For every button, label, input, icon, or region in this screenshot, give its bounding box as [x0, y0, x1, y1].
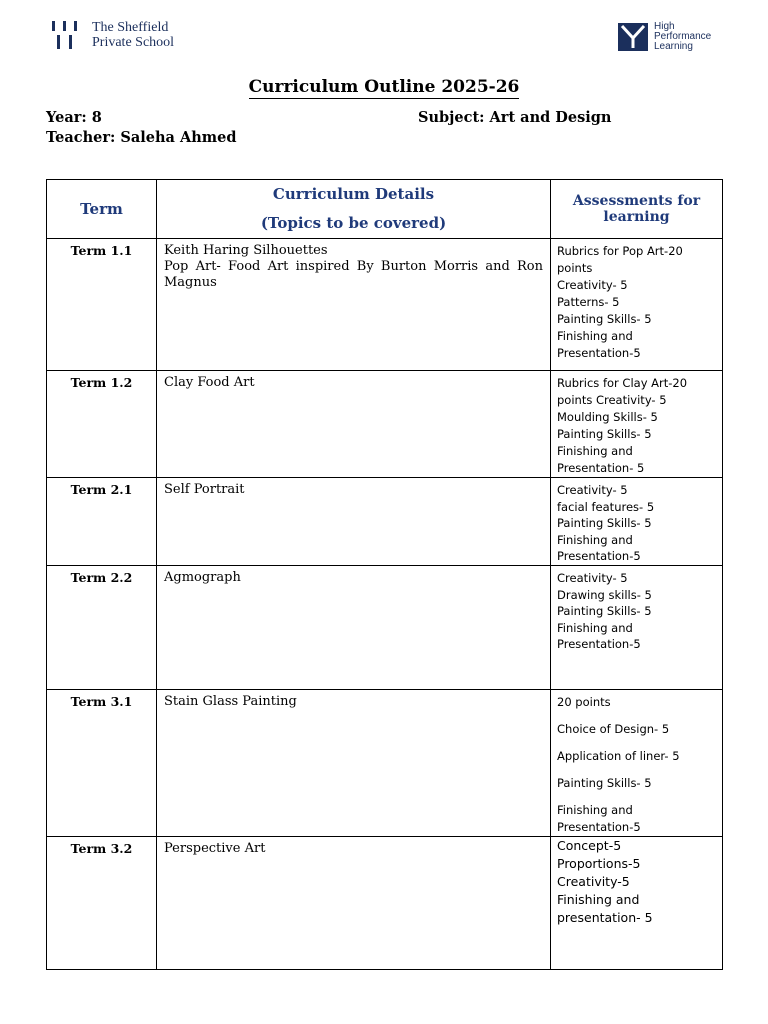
assessment-item: Drawing skills- 5	[557, 587, 652, 602]
hpl-emblem-icon	[618, 23, 648, 51]
assessment-item: Proportions-5	[557, 856, 641, 871]
term-cell: Term 3.1	[47, 690, 157, 837]
assessment-item: Presentation-5	[557, 346, 641, 360]
term-cell: Term 1.1	[47, 239, 157, 371]
hpl-line3: Learning	[654, 41, 693, 52]
assessment-item: 20 points	[557, 695, 611, 709]
topic-item: Pop Art- Food Art inspired By Burton Morris and Ron Magnus	[164, 259, 543, 290]
header-assessments	[551, 180, 723, 239]
assessment-item: points	[557, 261, 593, 275]
assessment-item: Rubrics for Clay Art-20	[557, 376, 688, 390]
assessment-item: Painting Skills- 5	[557, 776, 652, 790]
table-row	[47, 690, 723, 837]
topics-cell	[157, 837, 551, 970]
year-label: Year: 8	[46, 109, 102, 126]
term-cell: Term 2.1	[47, 478, 157, 566]
header-term: Term	[47, 180, 157, 239]
curriculum-table	[46, 179, 723, 970]
topic-item: Keith Haring Silhouettes	[164, 243, 328, 258]
page-title: Curriculum Outline 2025-26	[248, 77, 520, 97]
assessment-item: Finishing and	[557, 532, 633, 547]
hpl-line2: Performance	[654, 31, 712, 42]
table-row	[47, 566, 723, 690]
topic-item: Agmograph	[164, 570, 241, 585]
topics-cell	[157, 478, 551, 566]
header-details	[157, 180, 551, 239]
hpl-line1: High	[654, 21, 675, 32]
header-assess-line1: Assessments for	[572, 193, 701, 209]
term-cell: Term 1.2	[47, 371, 157, 478]
assessment-item: Application of liner- 5	[557, 749, 680, 763]
assessment-item: points Creativity- 5	[557, 393, 667, 407]
assessment-item: Moulding Skills- 5	[557, 410, 658, 424]
assessments-cell	[551, 239, 723, 371]
assessments-cell	[551, 690, 723, 837]
term-cell: Term 3.2	[47, 837, 157, 970]
assessment-item: Painting Skills- 5	[557, 604, 652, 618]
table-row	[47, 837, 723, 970]
assessment-item: presentation- 5	[557, 910, 653, 925]
assessment-item: Presentation-5	[557, 637, 641, 651]
assessment-item: Patterns- 5	[557, 295, 620, 309]
school-logo	[52, 20, 174, 50]
term-cell: Term 2.2	[47, 566, 157, 690]
assessment-item: Presentation-5	[557, 820, 641, 834]
assessment-item: Painting Skills- 5	[557, 516, 652, 530]
topics-cell	[157, 371, 551, 478]
table-row	[47, 239, 723, 371]
assessment-item: Finishing and	[557, 892, 640, 907]
assessment-item: Finishing and	[557, 803, 633, 817]
topic-item: Perspective Art	[164, 841, 266, 856]
assessments-cell	[551, 837, 723, 970]
assessments-cell	[551, 478, 723, 566]
assessment-item: Presentation-5	[557, 549, 641, 563]
assessment-item: Rubrics for Pop Art-20	[557, 244, 683, 258]
subject-label: Subject: Art and Design	[418, 109, 612, 126]
assessment-item: facial features- 5	[557, 499, 655, 514]
assessment-item: Choice of Design- 5	[557, 722, 670, 736]
table-row	[47, 478, 723, 566]
assessment-item: Painting Skills- 5	[557, 427, 652, 441]
table-row	[47, 371, 723, 478]
assessment-item: Painting Skills- 5	[557, 312, 652, 326]
assessment-item: Concept-5	[557, 838, 622, 853]
topics-cell	[157, 239, 551, 371]
topic-item: Clay Food Art	[164, 375, 255, 390]
assessment-item: Finishing and	[557, 329, 633, 343]
topics-cell	[157, 566, 551, 690]
assessment-item: Creativity- 5	[557, 483, 628, 497]
assessment-item: Finishing and	[557, 620, 633, 635]
school-crest-icon	[52, 21, 78, 49]
assessment-item: Presentation- 5	[557, 461, 645, 475]
header-assess-line2: learning	[603, 209, 670, 225]
hpl-logo	[618, 22, 711, 52]
assessment-item: Finishing and	[557, 444, 633, 458]
topic-item: Self Portrait	[164, 482, 245, 497]
assessment-item: Creativity- 5	[557, 571, 628, 585]
teacher-label: Teacher: Saleha Ahmed	[46, 129, 237, 146]
table-header-row	[47, 180, 723, 239]
header-details-line2: (Topics to be covered)	[260, 214, 447, 232]
assessment-item: Creativity- 5	[557, 278, 628, 292]
school-name-line2: Private School	[92, 35, 175, 50]
assessment-item: Creativity-5	[557, 874, 630, 889]
topics-cell	[157, 690, 551, 837]
assessments-cell	[551, 566, 723, 690]
header-details-line1: Curriculum Details	[272, 185, 435, 203]
school-name-line1: The Sheffield	[92, 20, 169, 35]
assessments-cell	[551, 371, 723, 478]
topic-item: Stain Glass Painting	[164, 694, 297, 709]
